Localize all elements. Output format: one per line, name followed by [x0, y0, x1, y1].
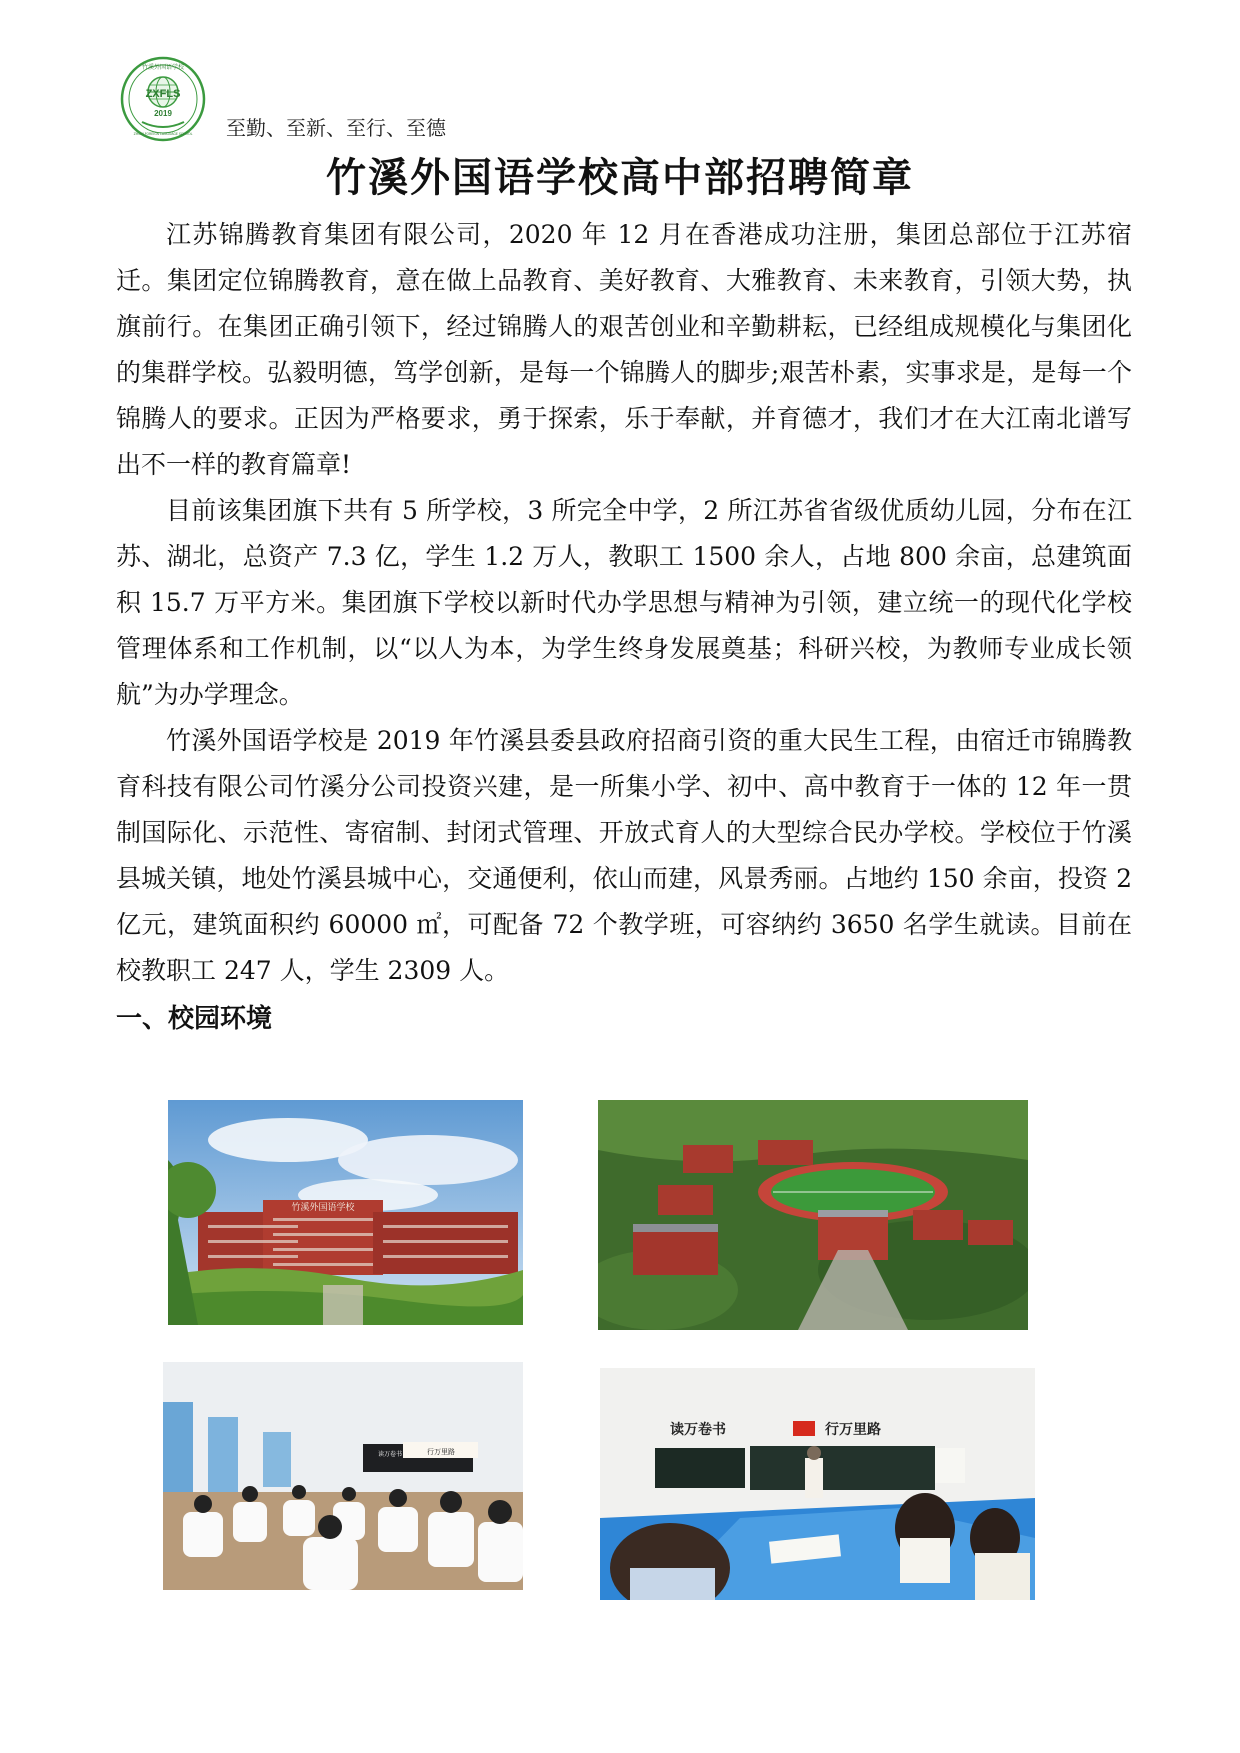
- wall-banner-left: 读万卷书: [670, 1422, 726, 1438]
- building-sign: 竹溪外国语学校: [291, 1203, 355, 1213]
- section-heading-campus: 一、校园环境: [116, 1004, 273, 1034]
- logo-bottom-text: ZHUXI FOREIGN LANGUAGE SCHOOL: [133, 132, 193, 136]
- school-logo: [120, 56, 206, 142]
- school-motto: 至勤、至新、至行、至德: [226, 116, 446, 140]
- banner-right: 行万里路: [427, 1448, 455, 1456]
- wall-banner-right: 行万里路: [825, 1422, 881, 1438]
- paragraph-group-intro: 江苏锦腾教育集团有限公司，2020 年 12 月在香港成功注册，集团总部位于江苏宿迁。集团定位锦腾教育，意在做上品教育、美好教育、大雅教育、未来教育，引领大势，执旗前行。在集团正确引领下，经过锦腾人的艰苦创业和辛勤耕耘，已经组成规模化与集团化的集群学校。弘毅明德，笃学创新，是每一个锦腾人的脚步;艰苦朴素，实事求是，是每一个锦腾人的要求。正因为严格要求，勇于探索，乐于奉献，并育德才，我们才在大江南北谱写出不一样的教育篇章!: [116, 220, 1132, 479]
- paragraph-group-scale: 目前该集团旗下共有 5 所学校，3 所完全中学，2 所江苏省省级优质幼儿园，分布在江苏、湖北，总资产 7.3 亿，学生 1.2 万人，教职工 1500 余人，占地 800 余亩，总建筑面积 15.7 万平方米。集团旗下学校以新时代办学思想与精神为引领，建立统一的现代化学校管理体系和工作机制，以“以人为本，为学生终身发展奠基；科研兴校，为教师专业成长领航”为办学理念。: [116, 496, 1132, 709]
- paragraph-school-intro: 竹溪外国语学校是 2019 年竹溪县委县政府招商引资的重大民生工程，由宿迁市锦腾教育科技有限公司竹溪分公司投资兴建，是一所集小学、初中、高中教育于一体的 12 年一贯制国际化、示范性、寄宿制、封闭式管理、开放式育人的大型综合民办学校。学校位于竹溪县城关镇，地处竹溪县城中心，交通便利，依山而建，风景秀丽。占地约 150 余亩，投资 2 亿元，建筑面积约 60000 ㎡，可配备 72 个教学班，可容纳约 3650 名学生就读。目前在校教职工 247 人，学生 2309 人。: [116, 726, 1132, 985]
- intro-text: [116, 212, 1132, 994]
- logo-text: ZXFLS: [145, 88, 181, 100]
- photo-campus-aerial: [598, 1100, 1028, 1330]
- logo-year: 2019: [154, 109, 172, 118]
- photo-classroom-students: [163, 1362, 523, 1590]
- logo-arc-text: 竹溪外国语学校: [141, 64, 185, 71]
- photo-school-building: [168, 1100, 523, 1325]
- page-title: 竹溪外国语学校高中部招聘简章: [326, 155, 914, 201]
- banner-left: 读万卷书: [377, 1451, 403, 1458]
- photo-classroom-teacher: [600, 1368, 1035, 1600]
